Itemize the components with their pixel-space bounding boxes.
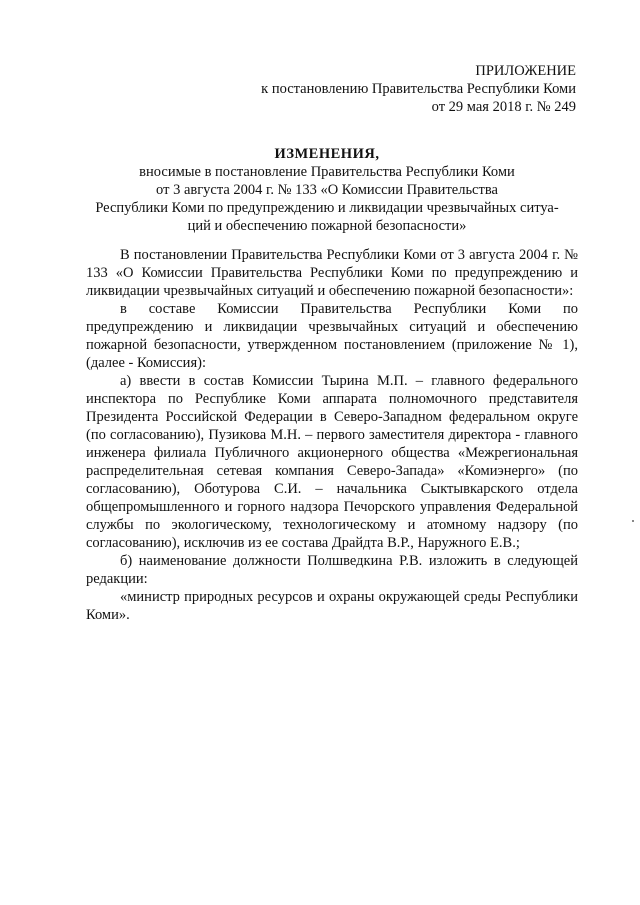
paragraph-item-b: б) наименование должности Полшведкина Р.В. изложить в следующей редакции: [86, 553, 578, 587]
paragraph-item-a: а) ввести в состав Комиссии Тырина М.П. – главного федерального инспектора по Республике Коми аппарата полномочного представителя Президента Российской Федерации в Северо-Западном федеральном округе (по согласованию), Пузикова М.Н. – первого заместителя директора - главного инженера филиала Публичного акционерного общества «Межрегиональная распределительная сетевая компания Северо-Запада» «Комиэнерго» (по согласованию), Оботурова С.И. – начальника Сыктывкарского отдела общепромышленного и горного надзора Печорского управления Федеральной службы по экологическому, технологическому и атомному надзору (по согласованию), исключив из ее состава Драйдта В.Р., Наружного Е.В.; [86, 373, 578, 551]
heading-line-2: от 3 августа 2004 г. № 133 «О Комиссии Правительства [156, 182, 498, 198]
paragraph-intro: В постановлении Правительства Республики Коми от 3 августа 2004 г. № 133 «О Комиссии Правительства Республики Коми по предупреждению и ликвидации чрезвычайных ситуаций и обеспечению пожарной безопасности»: [86, 247, 578, 299]
appendix-resolution: к постановлению Правительства Республики Коми [261, 81, 576, 97]
document-title: ИЗМЕНЕНИЯ, [274, 146, 380, 162]
appendix-label: ПРИЛОЖЕНИЕ [475, 63, 576, 79]
paragraph-composition: в составе Комиссии Правительства Республики Коми по предупреждению и ликвидации чрезвычайных ситуаций и обеспечению пожарной безопасности, утвержденном постановлением (приложение № 1), (далее - Комиссия): [86, 301, 578, 371]
heading-line-3: Республики Коми по предупреждению и ликвидации чрезвычайных ситуа- [95, 200, 559, 216]
paragraph-new-title: «министр природных ресурсов и охраны окружающей среды Республики Коми». [86, 589, 578, 623]
document-body [86, 246, 578, 624]
heading-line-1: вносимые в постановление Правительства Республики Коми [139, 164, 515, 180]
appendix-header [261, 62, 576, 116]
appendix-date: от 29 мая 2018 г. № 249 [431, 99, 576, 115]
heading-line-4: ций и обеспечению пожарной безопасности» [187, 218, 467, 234]
document-heading [78, 145, 576, 235]
scan-speck [632, 520, 634, 522]
